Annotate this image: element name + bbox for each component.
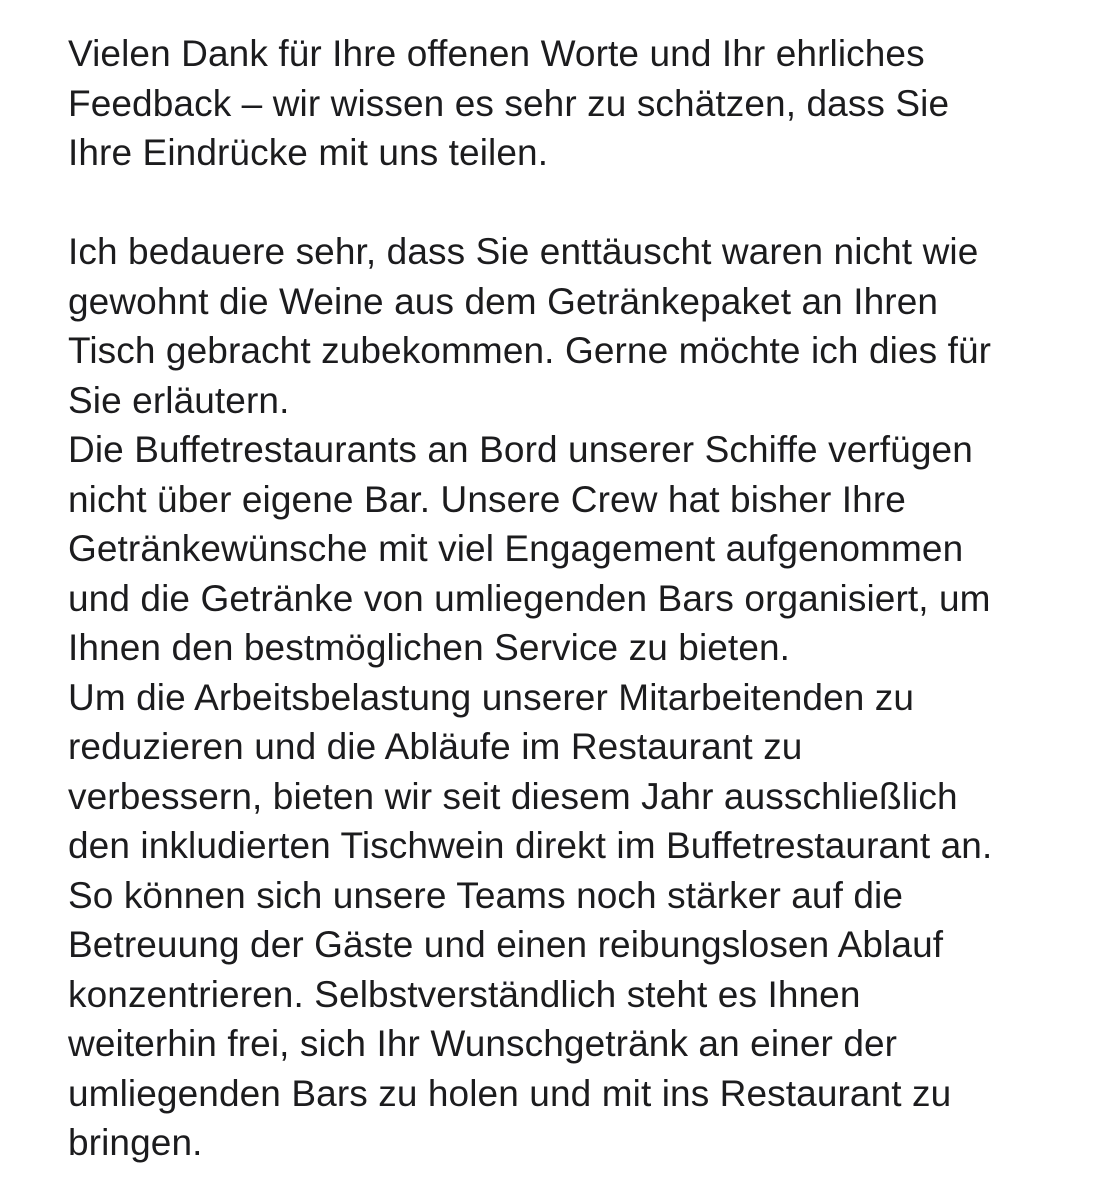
text-line: konzentrieren. Selbstverständlich steht es Ihnen bbox=[68, 973, 861, 1015]
text-line: nicht über eigene Bar. Unsere Crew hat bisher Ihre bbox=[68, 478, 906, 520]
text-line: weiterhin frei, sich Ihr Wunschgetränk an einer der bbox=[68, 1023, 898, 1064]
text-line: verbessern, bieten wir seit diesem Jahr ausschließlich bbox=[68, 775, 958, 817]
text-line: Vielen Dank für Ihre offenen Worte und Ihr ehrliches bbox=[68, 33, 925, 74]
text-line: Sie erläutern. bbox=[68, 379, 290, 421]
text-line: Tisch gebracht zubekommen. Gerne möchte ich dies für bbox=[68, 330, 992, 371]
message-body bbox=[68, 29, 1078, 1168]
text-line: Um die Arbeitsbelastung unserer Mitarbeitenden zu bbox=[68, 676, 915, 718]
text-line: bringen. bbox=[68, 1122, 203, 1163]
text-line: Ihnen den bestmöglichen Service zu bieten. bbox=[68, 627, 791, 668]
text-line: So können sich unsere Teams noch stärker auf die bbox=[68, 874, 904, 916]
text-line: umliegenden Bars zu holen und mit ins Restaurant zu bbox=[68, 1072, 952, 1114]
text-line: den inkludierten Tischwein direkt im Buffetrestaurant an. bbox=[68, 825, 993, 866]
paragraph-explanation bbox=[68, 227, 1078, 1168]
text-line: Ich bedauere sehr, dass Sie enttäuscht waren nicht wie bbox=[68, 231, 979, 272]
text-line: Die Buffetrestaurants an Bord unserer Schiffe verfügen bbox=[68, 429, 973, 470]
text-line: und die Getränke von umliegenden Bars organisiert, um bbox=[68, 577, 991, 619]
text-line: Betreuung der Gäste und einen reibungslosen Ablauf bbox=[68, 924, 944, 965]
text-line: reduzieren und die Abläufe im Restaurant zu bbox=[68, 726, 803, 767]
text-line: gewohnt die Weine aus dem Getränkepaket an Ihren bbox=[68, 280, 939, 322]
text-line: Ihre Eindrücke mit uns teilen. bbox=[68, 132, 549, 173]
text-line: Feedback – wir wissen es sehr zu schätzen, dass Sie bbox=[68, 82, 950, 124]
text-line: Getränkewünsche mit viel Engagement aufgenommen bbox=[68, 528, 964, 569]
paragraph-thanks bbox=[68, 29, 1078, 178]
paragraph-spacer bbox=[68, 178, 1078, 228]
